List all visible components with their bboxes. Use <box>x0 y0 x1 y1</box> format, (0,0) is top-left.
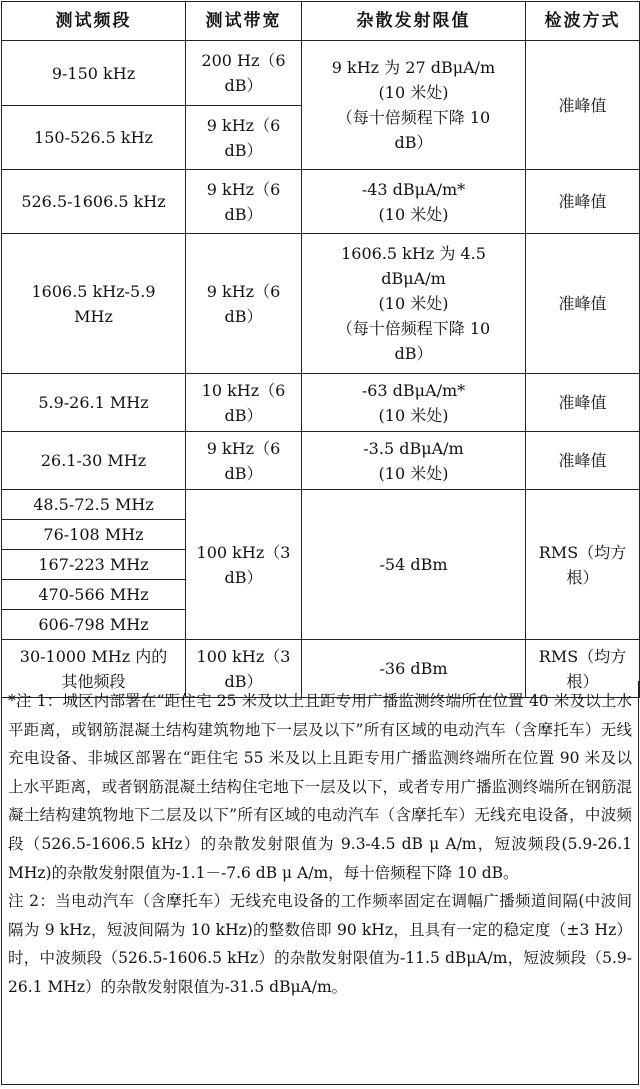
freq-cell: 526.5-1606.5 kHz <box>2 170 186 234</box>
table-row <box>2 41 640 106</box>
table-row <box>2 234 640 374</box>
bandwidth-cell: 200 Hz（6 dB） <box>186 41 302 106</box>
bandwidth-cell: 100 kHz（3 dB） <box>186 640 302 698</box>
limit-cell: 9 kHz 为 27 dBμA/m (10 米处) （每十倍频程下降 10 dB） <box>302 41 526 170</box>
bandwidth-cell: 9 kHz（6 dB） <box>186 234 302 374</box>
freq-cell: 167-223 MHz <box>2 550 186 580</box>
limit-cell: -36 dBm <box>302 640 526 698</box>
freq-cell: 48.5-72.5 MHz <box>2 490 186 520</box>
table-row <box>2 432 640 490</box>
table-row <box>2 374 640 432</box>
freq-cell: 5.9-26.1 MHz <box>2 374 186 432</box>
header-freq-band: 测试频段 <box>2 2 186 41</box>
notes-section <box>1 681 639 1085</box>
bandwidth-cell: 100 kHz（3 dB） <box>186 490 302 640</box>
table-header-row <box>2 2 640 41</box>
header-limit: 杂散发射限值 <box>302 2 526 41</box>
note-2: 注 2：当电动汽车（含摩托车）无线充电设备的工作频率固定在调幅广播频道间隔(中波间隔为 9 kHz，短波间隔为 10 kHz)的整数倍即 90 kHz，且具有一定的稳定度（±3 Hz）时，中波频段（526.5-1606.5 kHz）的杂散发射限值为-11.5 dBμA/m，短波频段（5.9-26.1 MHz）的杂散发射限值为-31.5 dBμA/m。 <box>8 892 632 996</box>
header-detector: 检波方式 <box>526 2 640 41</box>
limit-cell: -43 dBμA/m* (10 米处) <box>302 170 526 234</box>
header-bandwidth: 测试带宽 <box>186 2 302 41</box>
bandwidth-cell: 9 kHz（6 dB） <box>186 106 302 170</box>
freq-cell: 606-798 MHz <box>2 610 186 640</box>
bandwidth-cell: 9 kHz（6 dB） <box>186 170 302 234</box>
freq-cell: 150-526.5 kHz <box>2 106 186 170</box>
freq-cell: 1606.5 kHz-5.9 MHz <box>2 234 186 374</box>
limit-cell: 1606.5 kHz 为 4.5 dBμA/m (10 米处) （每十倍频程下降 10 dB） <box>302 234 526 374</box>
emission-limits-table <box>1 1 640 698</box>
table-row <box>2 490 640 520</box>
detector-cell: 准峰值 <box>526 432 640 490</box>
detector-cell: 准峰值 <box>526 41 640 170</box>
freq-cell: 470-566 MHz <box>2 580 186 610</box>
bandwidth-cell: 9 kHz（6 dB） <box>186 432 302 490</box>
detector-cell: RMS（均方 根） <box>526 640 640 698</box>
limit-cell: -63 dBμA/m* (10 米处) <box>302 374 526 432</box>
table-row <box>2 170 640 234</box>
freq-cell: 76-108 MHz <box>2 520 186 550</box>
detector-cell: 准峰值 <box>526 374 640 432</box>
note-1: *注 1：城区内部署在“距住宅 25 米及以上且距专用广播监测终端所在位置 40 米及以上水平距离，或钢筋混凝土结构建筑物地下一层及以下”所有区域的电动汽车（含摩托车）无线充电设备、非城区部署在“距住宅 55 米及以上且距专用广播监测终端所在位置 90 米及以上水平距离，或者钢筋混凝土结构住宅地下一层及以下，或者专用广播监测终端所在钢筋混凝土结构建筑物地下二层及以下”所有区域的电动汽车（含摩托车）无线充电设备，中波频段（526.5-1606.5 kHz）的杂散发射限值为 9.3-4.5 dB μ A/m，短波频段(5.9-26.1 MHz)的杂散发射限值为-1.1－-7.6 dB μ A/m，每十倍频程下降 10 dB。 <box>8 692 632 882</box>
bandwidth-cell: 10 kHz（6 dB） <box>186 374 302 432</box>
detector-cell: 准峰值 <box>526 170 640 234</box>
detector-cell: 准峰值 <box>526 234 640 374</box>
limit-cell: -3.5 dBμA/m (10 米处) <box>302 432 526 490</box>
limit-cell: -54 dBm <box>302 490 526 640</box>
freq-cell: 30-1000 MHz 内的 其他频段 <box>2 640 186 698</box>
freq-cell: 9-150 kHz <box>2 41 186 106</box>
freq-cell: 26.1-30 MHz <box>2 432 186 490</box>
detector-cell: RMS（均方 根） <box>526 490 640 640</box>
